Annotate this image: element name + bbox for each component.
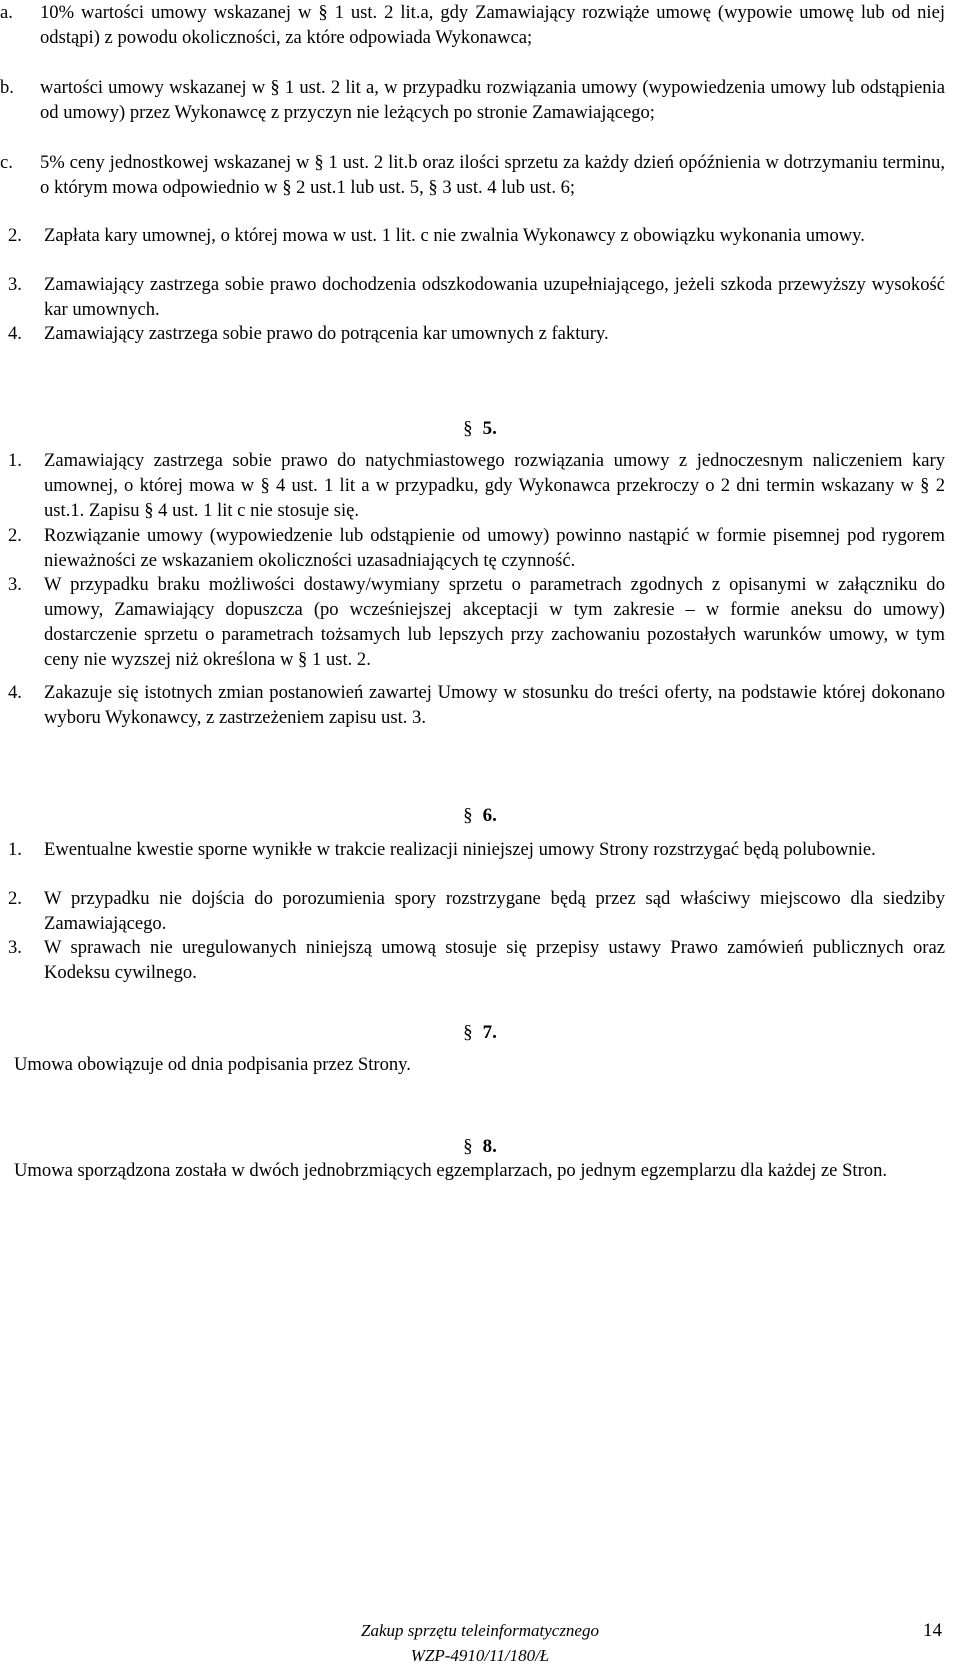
section5-item-4 bbox=[8, 680, 945, 730]
list-marker: 2. bbox=[8, 888, 22, 909]
footer-reference: WZP-4910/11/180/Ł bbox=[410, 1646, 550, 1665]
list-marker: 1. bbox=[8, 839, 22, 860]
list-text: 5% ceny jednostkowej wskazanej w § 1 ust. 2 lit.b oraz ilości sprzetu za każdy dzień opóźnienia w dotrzymaniu terminu, o którym mowa odpowiednio w § 2 ust.1 lub ust. 5, § 3 ust. 4 lub ust. 6; bbox=[40, 152, 945, 198]
list-marker: 4. bbox=[8, 682, 22, 703]
list-text: wartości umowy wskazanej w § 1 ust. 2 lit a, w przypadku rozwiązania umowy (wypowiedzenia umowy lub odstąpienia od umowy) przez Wykonawcę z przyczyn nie leżących po stronie Zamawiającego; bbox=[40, 77, 945, 123]
list-marker: 2. bbox=[8, 225, 22, 246]
section6-item-3 bbox=[8, 935, 945, 985]
list-marker: 1. bbox=[8, 450, 22, 471]
section-symbol: § bbox=[463, 418, 473, 439]
list-text: Zamawiający zastrzega sobie prawo dochodzenia odszkodowania uzupełniającego, jeżeli szkoda przewyższy wysokość kar umownych. bbox=[44, 274, 945, 320]
list-item-b bbox=[0, 75, 945, 125]
section5-item-3 bbox=[8, 572, 945, 672]
list-item-a bbox=[0, 0, 945, 50]
footer-title: Zakup sprzętu teleinformatycznego bbox=[361, 1621, 599, 1640]
section-heading-7 bbox=[0, 1020, 960, 1045]
section-symbol: § bbox=[463, 1022, 473, 1043]
section5-item-2 bbox=[8, 523, 945, 573]
list-text: Rozwiązanie umowy (wypowiedzenie lub odstąpienie od umowy) powinno nastąpić w formie pisemnej pod rygorem nieważności ze wskazaniem okoliczności uzasadniających tę czynność. bbox=[44, 525, 945, 571]
list-marker: 3. bbox=[8, 937, 22, 958]
list-text: 10% wartości umowy wskazanej w § 1 ust. 2 lit.a, gdy Zamawiający rozwiąże umowę (wypowie umowę lub od niej odstąpi) z powodu okoliczności, za które odpowiada Wykonawca; bbox=[40, 2, 945, 48]
list-marker: 2. bbox=[8, 525, 22, 546]
section-number: 6. bbox=[482, 805, 497, 826]
section5-item-1 bbox=[8, 448, 945, 523]
list-text: Zapłata kary umownej, o której mowa w ust. 1 lit. c nie zwalnia Wykonawcy z obowiązku wykonania umowy. bbox=[44, 225, 865, 246]
list-text: W przypadku braku możliwości dostawy/wymiany sprzetu o parametrach zgodnych z opisanymi w załączniku do umowy, Zamawiający dopuszcza (po wcześniejszej akceptacji w tym zakresie – w formie aneksu do umowy) dostarczenie sprzetu o parametrach tożsamych lub lepszych przy zachowaniu pozostałych warunków umowy, w tym ceny nie wyzszej niż określona w § 1 ust. 2. bbox=[44, 574, 945, 670]
paragraph-item-4 bbox=[8, 321, 945, 346]
list-marker: a. bbox=[0, 2, 13, 23]
section6-item-1 bbox=[8, 837, 945, 862]
list-text: W przypadku nie dojścia do porozumienia spory rozstrzygane będą przez sąd właściwy miejscowo dla siedziby Zamawiającego. bbox=[44, 888, 945, 934]
paragraph-item-3 bbox=[8, 272, 945, 322]
list-text: W sprawach nie uregulowanych niniejszą umową stosuje się przepisy ustawy Prawo zamówień publicznych oraz Kodeksu cywilnego. bbox=[44, 937, 945, 983]
section-symbol: § bbox=[463, 1136, 473, 1157]
list-marker: 4. bbox=[8, 323, 22, 344]
section-symbol: § bbox=[463, 805, 473, 826]
list-marker: c. bbox=[0, 152, 13, 173]
list-marker: b. bbox=[0, 77, 14, 98]
paragraph-item-2 bbox=[8, 223, 945, 248]
section-heading-5 bbox=[0, 416, 960, 441]
list-text: Zakazuje się istotnych zmian postanowień zawartej Umowy w stosunku do treści oferty, na podstawie której dokonano wyboru Wykonawcy, z zastrzeżeniem zapisu ust. 3. bbox=[44, 682, 945, 728]
section-number: 5. bbox=[482, 418, 497, 439]
list-marker: 3. bbox=[8, 574, 22, 595]
section8-text: Umowa sporządzona została w dwóch jednobrzmiących egzemplarzach, po jednym egzemplarzu dla każdej ze Stron. bbox=[14, 1160, 888, 1181]
list-text: Zamawiający zastrzega sobie prawo do natychmiastowego rozwiązania umowy z jednoczesnym naliczeniem kary umownej, o której mowa w § 4 ust. 1 lit a w przypadku, gdy Wykonawca przekroczy o 2 dni termin wskazany w § 2 ust.1. Zapisu § 4 ust. 1 lit c nie stosuje się. bbox=[44, 450, 945, 521]
list-text: Ewentualne kwestie sporne wynikłe w trakcie realizacji niniejszej umowy Strony rozstrzygać będą polubownie. bbox=[44, 839, 876, 860]
list-marker: 3. bbox=[8, 274, 22, 295]
section-heading-8 bbox=[0, 1134, 960, 1159]
section-heading-6 bbox=[0, 803, 960, 828]
section6-item-2 bbox=[8, 886, 945, 936]
list-text: Zamawiający zastrzega sobie prawo do potrącenia kar umownych z faktury. bbox=[44, 323, 609, 344]
list-item-c bbox=[0, 150, 945, 200]
section7-text: Umowa obowiązuje od dnia podpisania przez Strony. bbox=[14, 1054, 411, 1075]
page-number: 14 bbox=[923, 1620, 942, 1641]
section-number: 7. bbox=[482, 1022, 497, 1043]
section-number: 8. bbox=[482, 1136, 497, 1157]
